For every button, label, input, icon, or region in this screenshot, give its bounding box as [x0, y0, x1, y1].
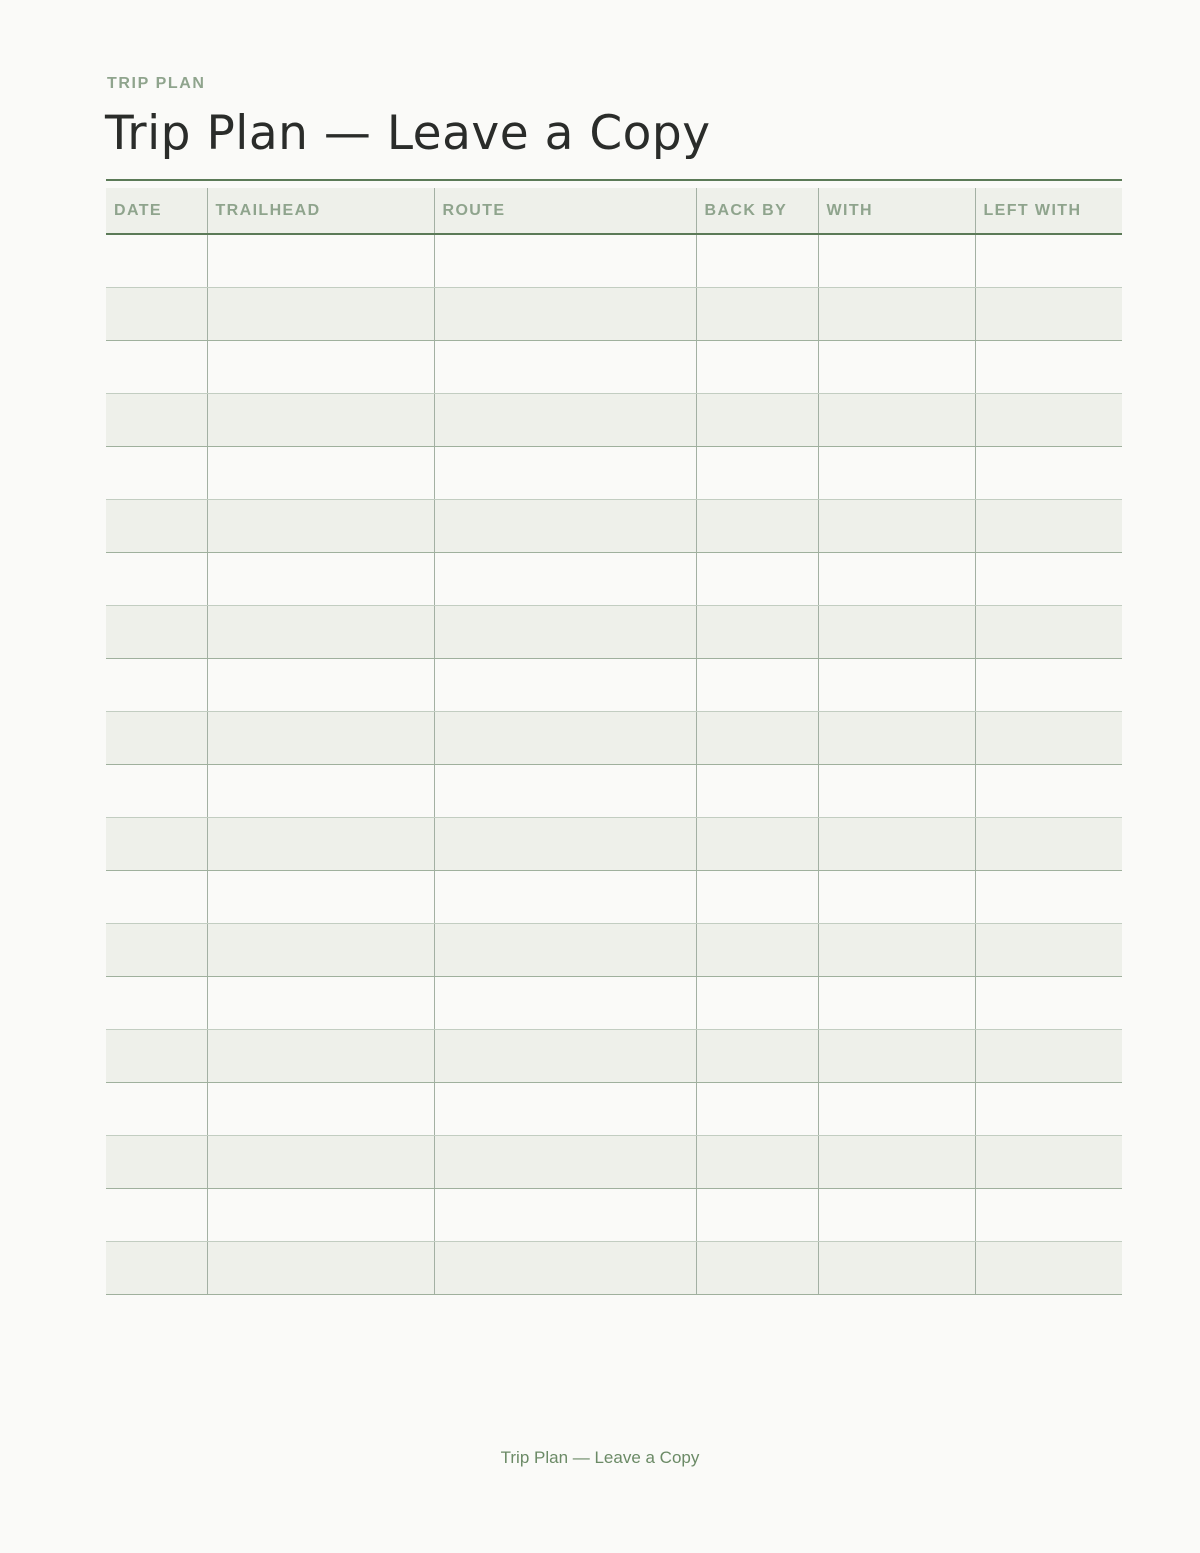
- table-row: [106, 1135, 1122, 1188]
- blank-cell-route[interactable]: [434, 923, 696, 976]
- blank-cell-date[interactable]: [106, 711, 207, 764]
- page-title: Trip Plan — Leave a Copy: [105, 106, 711, 161]
- blank-cell-route[interactable]: [434, 1135, 696, 1188]
- blank-cell-date[interactable]: [106, 1082, 207, 1135]
- blank-cell-route[interactable]: [434, 764, 696, 817]
- blank-cell-route[interactable]: [434, 499, 696, 552]
- blank-cell-route[interactable]: [434, 446, 696, 499]
- table-row: [106, 340, 1122, 393]
- blank-cell-route[interactable]: [434, 711, 696, 764]
- blank-cell-with[interactable]: [818, 234, 975, 287]
- blank-cell-date[interactable]: [106, 605, 207, 658]
- table-row: [106, 499, 1122, 552]
- blank-cell-back-by[interactable]: [696, 764, 818, 817]
- blank-cell-left-with[interactable]: [975, 393, 1122, 446]
- table-row: [106, 976, 1122, 1029]
- blank-cell-date[interactable]: [106, 817, 207, 870]
- blank-cell-with[interactable]: [818, 393, 975, 446]
- table-row: [106, 446, 1122, 499]
- blank-cell-back-by[interactable]: [696, 923, 818, 976]
- blank-cell-route[interactable]: [434, 1188, 696, 1241]
- blank-cell-with[interactable]: [818, 976, 975, 1029]
- blank-cell-route[interactable]: [434, 1082, 696, 1135]
- table-row: [106, 658, 1122, 711]
- table-row: [106, 234, 1122, 287]
- blank-cell-date[interactable]: [106, 1029, 207, 1082]
- blank-cell-trailhead[interactable]: [207, 764, 434, 817]
- blank-cell-left-with[interactable]: [975, 1082, 1122, 1135]
- blank-cell-trailhead[interactable]: [207, 1241, 434, 1294]
- blank-cell-left-with[interactable]: [975, 499, 1122, 552]
- blank-cell-with[interactable]: [818, 605, 975, 658]
- table-body: [106, 234, 1122, 1294]
- blank-cell-route[interactable]: [434, 976, 696, 1029]
- blank-cell-left-with[interactable]: [975, 1135, 1122, 1188]
- table-row: [106, 817, 1122, 870]
- page-footer: Trip Plan — Leave a Copy: [500, 1448, 700, 1467]
- column-header-back-by: BACK BY: [696, 188, 818, 234]
- blank-cell-route[interactable]: [434, 234, 696, 287]
- blank-cell-trailhead[interactable]: [207, 340, 434, 393]
- blank-cell-with[interactable]: [818, 923, 975, 976]
- blank-cell-back-by[interactable]: [696, 393, 818, 446]
- blank-cell-left-with[interactable]: [975, 446, 1122, 499]
- blank-cell-left-with[interactable]: [975, 340, 1122, 393]
- blank-cell-left-with[interactable]: [975, 234, 1122, 287]
- blank-cell-date[interactable]: [106, 764, 207, 817]
- blank-cell-date[interactable]: [106, 446, 207, 499]
- blank-cell-back-by[interactable]: [696, 1082, 818, 1135]
- blank-cell-with[interactable]: [818, 1135, 975, 1188]
- blank-cell-with[interactable]: [818, 711, 975, 764]
- blank-cell-back-by[interactable]: [696, 340, 818, 393]
- blank-cell-with[interactable]: [818, 1241, 975, 1294]
- blank-cell-with[interactable]: [818, 817, 975, 870]
- table-row: [106, 923, 1122, 976]
- blank-cell-back-by[interactable]: [696, 1029, 818, 1082]
- blank-cell-with[interactable]: [818, 764, 975, 817]
- blank-cell-trailhead[interactable]: [207, 499, 434, 552]
- blank-cell-left-with[interactable]: [975, 923, 1122, 976]
- table-row: [106, 1188, 1122, 1241]
- blank-cell-left-with[interactable]: [975, 764, 1122, 817]
- trip-plan-table: [106, 188, 1122, 1295]
- blank-cell-date[interactable]: [106, 1188, 207, 1241]
- blank-cell-route[interactable]: [434, 1241, 696, 1294]
- table-row: [106, 711, 1122, 764]
- blank-cell-date[interactable]: [106, 552, 207, 605]
- blank-cell-date[interactable]: [106, 340, 207, 393]
- table-row: [106, 393, 1122, 446]
- blank-cell-left-with[interactable]: [975, 870, 1122, 923]
- blank-cell-date[interactable]: [106, 499, 207, 552]
- blank-cell-with[interactable]: [818, 446, 975, 499]
- blank-cell-date[interactable]: [106, 870, 207, 923]
- blank-cell-with[interactable]: [818, 499, 975, 552]
- table-row: [106, 870, 1122, 923]
- blank-cell-back-by[interactable]: [696, 711, 818, 764]
- blank-cell-date[interactable]: [106, 923, 207, 976]
- blank-cell-date[interactable]: [106, 287, 207, 340]
- blank-cell-route[interactable]: [434, 340, 696, 393]
- blank-cell-trailhead[interactable]: [207, 976, 434, 1029]
- blank-cell-date[interactable]: [106, 1135, 207, 1188]
- table-row: [106, 1029, 1122, 1082]
- blank-cell-date[interactable]: [106, 393, 207, 446]
- blank-cell-back-by[interactable]: [696, 817, 818, 870]
- blank-cell-back-by[interactable]: [696, 234, 818, 287]
- column-header-route: ROUTE: [434, 188, 696, 234]
- blank-cell-back-by[interactable]: [696, 446, 818, 499]
- blank-cell-route[interactable]: [434, 552, 696, 605]
- blank-cell-back-by[interactable]: [696, 287, 818, 340]
- blank-cell-route[interactable]: [434, 605, 696, 658]
- blank-cell-back-by[interactable]: [696, 1188, 818, 1241]
- blank-cell-with[interactable]: [818, 658, 975, 711]
- blank-cell-trailhead[interactable]: [207, 446, 434, 499]
- blank-cell-trailhead[interactable]: [207, 658, 434, 711]
- blank-cell-date[interactable]: [106, 1241, 207, 1294]
- blank-cell-left-with[interactable]: [975, 658, 1122, 711]
- blank-cell-trailhead[interactable]: [207, 1188, 434, 1241]
- blank-cell-with[interactable]: [818, 340, 975, 393]
- blank-cell-left-with[interactable]: [975, 976, 1122, 1029]
- blank-cell-route[interactable]: [434, 1029, 696, 1082]
- blank-cell-left-with[interactable]: [975, 1188, 1122, 1241]
- eyebrow-label: TRIP PLAN: [107, 75, 206, 92]
- blank-cell-trailhead[interactable]: [207, 923, 434, 976]
- table-row: [106, 764, 1122, 817]
- blank-cell-date[interactable]: [106, 658, 207, 711]
- blank-cell-trailhead[interactable]: [207, 1029, 434, 1082]
- column-header-left-with: LEFT WITH: [975, 188, 1122, 234]
- blank-cell-date[interactable]: [106, 234, 207, 287]
- table-header-row: [106, 188, 1122, 234]
- blank-cell-with[interactable]: [818, 287, 975, 340]
- blank-cell-trailhead[interactable]: [207, 605, 434, 658]
- blank-cell-trailhead[interactable]: [207, 552, 434, 605]
- blank-cell-date[interactable]: [106, 976, 207, 1029]
- blank-cell-back-by[interactable]: [696, 1241, 818, 1294]
- blank-cell-back-by[interactable]: [696, 870, 818, 923]
- blank-cell-left-with[interactable]: [975, 605, 1122, 658]
- column-header-with: WITH: [818, 188, 975, 234]
- blank-cell-left-with[interactable]: [975, 1241, 1122, 1294]
- blank-cell-trailhead[interactable]: [207, 1082, 434, 1135]
- table-row: [106, 605, 1122, 658]
- column-header-trailhead: TRAILHEAD: [207, 188, 434, 234]
- blank-cell-back-by[interactable]: [696, 1135, 818, 1188]
- blank-cell-trailhead[interactable]: [207, 393, 434, 446]
- blank-cell-with[interactable]: [818, 1029, 975, 1082]
- blank-cell-left-with[interactable]: [975, 1029, 1122, 1082]
- blank-cell-trailhead[interactable]: [207, 711, 434, 764]
- table-row: [106, 1241, 1122, 1294]
- blank-cell-left-with[interactable]: [975, 287, 1122, 340]
- blank-cell-route[interactable]: [434, 287, 696, 340]
- blank-cell-back-by[interactable]: [696, 658, 818, 711]
- table-row: [106, 287, 1122, 340]
- blank-cell-back-by[interactable]: [696, 499, 818, 552]
- blank-cell-trailhead[interactable]: [207, 817, 434, 870]
- blank-cell-route[interactable]: [434, 393, 696, 446]
- blank-cell-left-with[interactable]: [975, 711, 1122, 764]
- blank-cell-with[interactable]: [818, 1188, 975, 1241]
- table-row: [106, 552, 1122, 605]
- blank-cell-with[interactable]: [818, 870, 975, 923]
- blank-cell-back-by[interactable]: [696, 605, 818, 658]
- blank-cell-left-with[interactable]: [975, 817, 1122, 870]
- blank-cell-trailhead[interactable]: [207, 1135, 434, 1188]
- blank-cell-route[interactable]: [434, 870, 696, 923]
- blank-cell-back-by[interactable]: [696, 976, 818, 1029]
- blank-cell-back-by[interactable]: [696, 552, 818, 605]
- blank-cell-with[interactable]: [818, 552, 975, 605]
- title-divider: [106, 179, 1122, 181]
- blank-cell-route[interactable]: [434, 658, 696, 711]
- table-row: [106, 1082, 1122, 1135]
- blank-cell-trailhead[interactable]: [207, 234, 434, 287]
- blank-cell-trailhead[interactable]: [207, 870, 434, 923]
- blank-cell-left-with[interactable]: [975, 552, 1122, 605]
- blank-cell-trailhead[interactable]: [207, 287, 434, 340]
- column-header-date: DATE: [106, 188, 207, 234]
- blank-cell-route[interactable]: [434, 817, 696, 870]
- blank-cell-with[interactable]: [818, 1082, 975, 1135]
